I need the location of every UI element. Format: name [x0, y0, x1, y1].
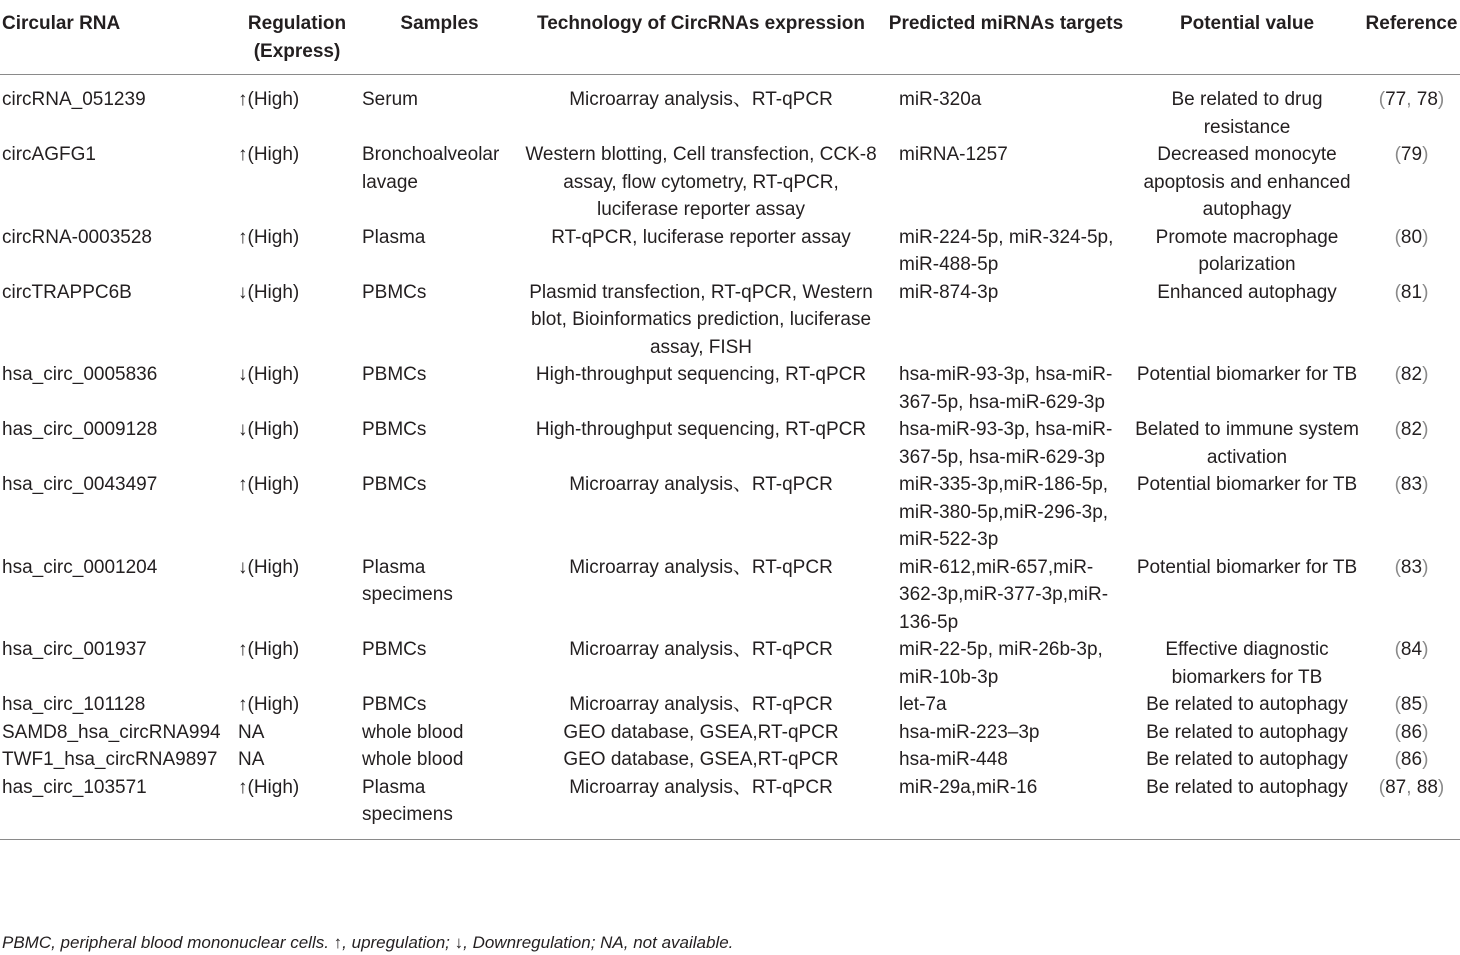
- header-mirna-targets: Predicted miRNAs targets: [888, 13, 1124, 34]
- cell-technology: Plasmid transfection, RT-qPCR, Western blot, Bioinformatics prediction, luciferase assay, FISH: [529, 281, 873, 358]
- cell-regulation: ↓(High): [238, 556, 300, 578]
- ref-link[interactable]: 79: [1400, 144, 1423, 165]
- table-row: [0, 471, 1460, 554]
- cell-samples: PBMCs: [362, 364, 427, 385]
- cell-reference: [1363, 554, 1460, 637]
- ref-link[interactable]: 78: [1416, 89, 1438, 110]
- cell-circular-rna: hsa_circ_0005836: [2, 364, 158, 385]
- ref-link[interactable]: 82: [1400, 364, 1423, 385]
- ref-open-paren: (: [1394, 364, 1401, 385]
- cell-samples: whole blood: [362, 749, 464, 770]
- table-row: [0, 224, 1460, 279]
- cell-mirna-targets: hsa-miR-448: [899, 749, 1008, 770]
- ref-open-paren: (: [1394, 419, 1401, 440]
- cell-regulation: ↓(High): [238, 281, 300, 303]
- table-row: [0, 361, 1460, 416]
- ref-close-paren: ): [1422, 694, 1429, 715]
- cell-samples: PBMCs: [362, 694, 427, 715]
- cell-potential-value: Potential biomarker for TB: [1136, 364, 1358, 385]
- cell-regulation: ↑(High): [238, 144, 300, 165]
- cell-potential-value: Potential biomarker for TB: [1136, 556, 1358, 578]
- cell-regulation: ↑(High): [238, 694, 300, 715]
- cell-regulation: ↑(High): [238, 474, 300, 495]
- cell-circular-rna: has_circ_0009128: [2, 419, 158, 440]
- cell-mirna-targets: miR-22-5p, miR-26b-3p, miR-10b-3p: [899, 639, 1103, 688]
- cell-reference: [1363, 636, 1460, 691]
- cell-mirna-targets: miR-224-5p, miR-324-5p, miR-488-5p: [899, 226, 1114, 275]
- ref-close-paren: ): [1422, 639, 1429, 660]
- cell-circular-rna: hsa_circ_0043497: [2, 474, 158, 495]
- cell-technology: Microarray analysis、RT-qPCR: [569, 694, 833, 715]
- cell-circular-rna: hsa_circ_101128: [2, 694, 146, 715]
- table-row: [0, 691, 1460, 719]
- cell-samples: Plasma specimens: [362, 556, 453, 605]
- cell-technology: Microarray analysis、RT-qPCR: [569, 776, 833, 798]
- ref-close-paren: ): [1422, 749, 1429, 770]
- cell-mirna-targets: hsa-miR-93-3p, hsa-miR-367-5p, hsa-miR-629-3p: [899, 364, 1113, 413]
- cell-circular-rna: circRNA_051239: [2, 89, 146, 110]
- header-row: [0, 10, 1460, 75]
- cell-potential-value: Enhanced autophagy: [1157, 281, 1337, 303]
- cell-regulation: ↑(High): [238, 226, 300, 248]
- ref-close-paren: ): [1422, 419, 1429, 440]
- cell-circular-rna: circAGFG1: [2, 144, 96, 165]
- ref-close-paren: ): [1422, 226, 1429, 248]
- cell-reference: [1363, 471, 1460, 554]
- cell-reference: [1363, 416, 1460, 471]
- cell-technology: GEO database, GSEA,RT-qPCR: [563, 721, 839, 743]
- header-circular-rna: Circular RNA: [2, 13, 121, 34]
- cell-samples: Plasma specimens: [362, 776, 453, 825]
- ref-link[interactable]: 84: [1400, 639, 1423, 660]
- table-row: [0, 746, 1460, 774]
- cell-circular-rna: TWF1_hsa_circRNA9897: [2, 749, 218, 770]
- cell-samples: PBMCs: [362, 419, 427, 440]
- cell-technology: High-throughput sequencing, RT-qPCR: [535, 419, 867, 440]
- ref-close-paren: ): [1422, 281, 1429, 303]
- cell-circular-rna: hsa_circ_001937: [2, 639, 147, 660]
- table-row: [0, 279, 1460, 362]
- cell-mirna-targets: hsa-miR-93-3p, hsa-miR-367-5p, hsa-miR-629-3p: [899, 419, 1113, 468]
- ref-link[interactable]: 87: [1385, 776, 1407, 798]
- ref-close-paren: ): [1437, 89, 1445, 110]
- cell-mirna-targets: hsa-miR-223–3p: [899, 721, 1040, 743]
- header-reference: Reference: [1365, 13, 1458, 34]
- table-row: [0, 719, 1460, 747]
- circrna-table: [0, 10, 1460, 840]
- table-row: [0, 774, 1460, 840]
- header-samples: Samples: [400, 13, 479, 34]
- ref-open-paren: (: [1394, 694, 1401, 715]
- ref-open-paren: (: [1394, 721, 1401, 743]
- cell-regulation: ↑(High): [238, 89, 300, 110]
- ref-open-paren: (: [1394, 226, 1401, 248]
- ref-open-paren: (: [1394, 749, 1401, 770]
- cell-mirna-targets: miR-335-3p,miR-186-5p, miR-380-5p,miR-296-3p, miR-522-3p: [899, 474, 1109, 550]
- cell-potential-value: Promote macrophage polarization: [1155, 226, 1339, 275]
- cell-potential-value: Potential biomarker for TB: [1136, 474, 1358, 495]
- ref-open-paren: (: [1378, 776, 1386, 798]
- ref-open-paren: (: [1394, 144, 1401, 165]
- ref-close-paren: ): [1422, 721, 1429, 743]
- table-header: [0, 10, 1460, 75]
- ref-open-paren: (: [1394, 556, 1401, 578]
- cell-samples: Bronchoalveolar lavage: [362, 144, 500, 193]
- cell-technology: Microarray analysis、RT-qPCR: [569, 89, 833, 110]
- cell-samples: PBMCs: [362, 639, 427, 660]
- ref-close-paren: ): [1422, 474, 1429, 495]
- cell-reference: [1363, 279, 1460, 362]
- cell-technology: High-throughput sequencing, RT-qPCR: [535, 364, 867, 385]
- ref-close-paren: ): [1422, 556, 1429, 578]
- ref-separator: ,: [1406, 776, 1417, 798]
- ref-link[interactable]: 88: [1416, 776, 1438, 798]
- cell-samples: Plasma: [362, 226, 426, 248]
- ref-link[interactable]: 83: [1400, 556, 1423, 578]
- cell-technology: Microarray analysis、RT-qPCR: [569, 474, 833, 495]
- cell-circular-rna: has_circ_103571: [2, 776, 147, 798]
- header-technology: Technology of CircRNAs expression: [537, 13, 865, 34]
- table-body: [0, 75, 1460, 840]
- cell-potential-value: Belated to immune system activation: [1135, 419, 1359, 468]
- cell-samples: PBMCs: [362, 474, 427, 495]
- ref-link[interactable]: 83: [1400, 474, 1423, 495]
- cell-technology: RT-qPCR, luciferase reporter assay: [551, 226, 851, 248]
- ref-close-paren: ): [1422, 364, 1429, 385]
- ref-link[interactable]: 86: [1400, 749, 1423, 770]
- header-regulation: Regulation (Express): [247, 13, 347, 62]
- table-row: [0, 554, 1460, 637]
- cell-mirna-targets: miRNA-1257: [899, 144, 1008, 165]
- cell-reference: [1363, 774, 1460, 840]
- cell-reference: [1363, 719, 1460, 747]
- cell-circular-rna: circTRAPPC6B: [2, 281, 132, 303]
- ref-link[interactable]: 81: [1400, 281, 1423, 303]
- cell-samples: PBMCs: [362, 281, 427, 303]
- cell-reference: [1363, 224, 1460, 279]
- cell-regulation: ↑(High): [238, 776, 300, 798]
- table-row: [0, 636, 1460, 691]
- cell-technology: Microarray analysis、RT-qPCR: [569, 639, 833, 660]
- ref-open-paren: (: [1378, 89, 1386, 110]
- ref-link[interactable]: 85: [1400, 694, 1423, 715]
- cell-circular-rna: SAMD8_hsa_circRNA994: [2, 721, 221, 743]
- cell-mirna-targets: miR-874-3p: [899, 281, 999, 303]
- ref-link[interactable]: 80: [1400, 226, 1423, 248]
- table-footnote: PBMC, peripheral blood mononuclear cells. ↑, upregulation; ↓, Downregulation; NA, not available.: [2, 933, 734, 952]
- cell-regulation: NA: [238, 749, 265, 770]
- cell-potential-value: Be related to autophagy: [1146, 721, 1348, 743]
- ref-separator: ,: [1406, 89, 1417, 110]
- cell-mirna-targets: miR-320a: [899, 89, 982, 110]
- cell-regulation: ↓(High): [238, 419, 300, 440]
- cell-potential-value: Effective diagnostic biomarkers for TB: [1165, 639, 1329, 688]
- cell-reference: [1363, 361, 1460, 416]
- cell-mirna-targets: miR-29a,miR-16: [899, 776, 1038, 798]
- ref-link[interactable]: 77: [1385, 89, 1407, 110]
- cell-regulation: NA: [238, 721, 265, 743]
- table-row: [0, 141, 1460, 224]
- cell-technology: Microarray analysis、RT-qPCR: [569, 556, 833, 578]
- ref-open-paren: (: [1394, 474, 1401, 495]
- cell-samples: Serum: [362, 89, 418, 110]
- cell-technology: Western blotting, Cell transfection, CCK-8 assay, flow cytometry, RT-qPCR, luciferase reporter assay: [525, 144, 877, 220]
- cell-circular-rna: hsa_circ_0001204: [2, 556, 158, 578]
- cell-reference: [1363, 141, 1460, 224]
- cell-technology: GEO database, GSEA,RT-qPCR: [563, 749, 839, 770]
- table-row: [0, 75, 1460, 142]
- cell-reference: [1363, 75, 1460, 142]
- cell-reference: [1363, 691, 1460, 719]
- cell-potential-value: Be related to autophagy: [1146, 776, 1348, 798]
- cell-potential-value: Be related to autophagy: [1146, 749, 1348, 770]
- cell-potential-value: Be related to autophagy: [1146, 694, 1348, 715]
- cell-reference: [1363, 746, 1460, 774]
- header-potential-value: Potential value: [1179, 13, 1315, 34]
- ref-link[interactable]: 86: [1400, 721, 1423, 743]
- cell-mirna-targets: miR-612,miR-657,miR-362-3p,miR-377-3p,miR-136-5p: [899, 556, 1109, 633]
- ref-open-paren: (: [1394, 639, 1401, 660]
- cell-potential-value: Be related to drug resistance: [1171, 89, 1323, 138]
- table-row: [0, 416, 1460, 471]
- cell-regulation: ↑(High): [238, 639, 300, 660]
- cell-circular-rna: circRNA-0003528: [2, 226, 152, 248]
- cell-samples: whole blood: [362, 721, 464, 743]
- ref-link[interactable]: 82: [1400, 419, 1423, 440]
- ref-close-paren: ): [1437, 776, 1445, 798]
- cell-regulation: ↓(High): [238, 364, 300, 385]
- ref-close-paren: ): [1422, 144, 1429, 165]
- cell-mirna-targets: let-7a: [899, 694, 947, 715]
- cell-potential-value: Decreased monocyte apoptosis and enhanced autophagy: [1143, 144, 1351, 220]
- ref-open-paren: (: [1394, 281, 1401, 303]
